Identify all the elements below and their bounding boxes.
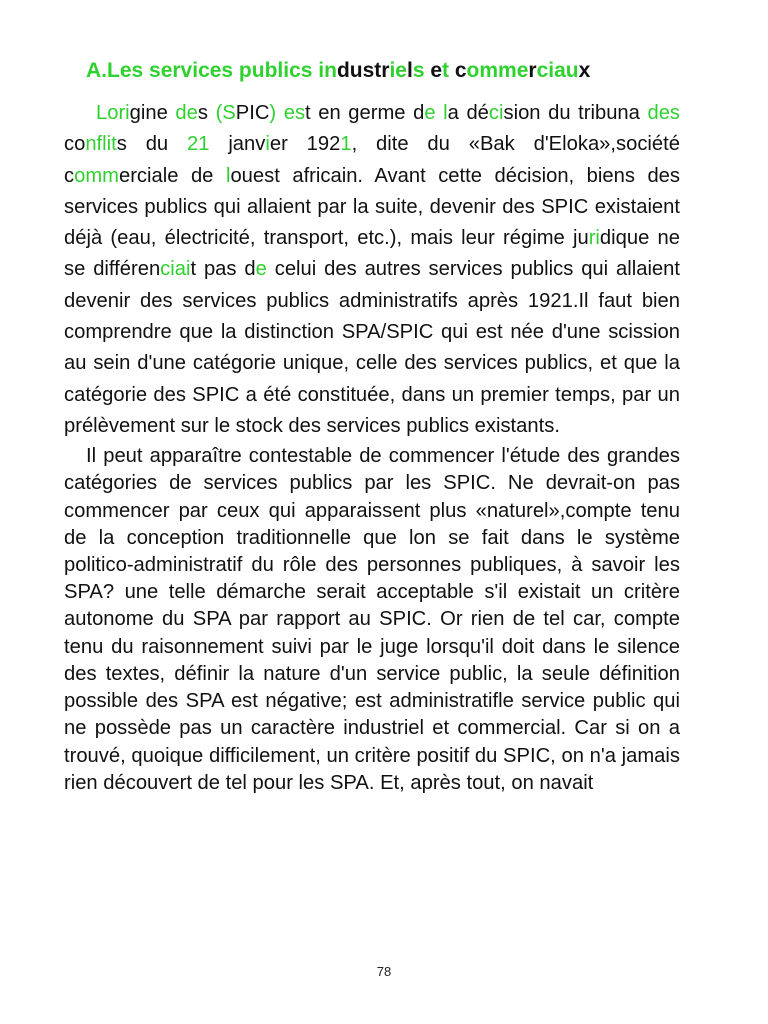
text-run: r <box>528 59 537 82</box>
highlighted-text: l <box>443 102 448 124</box>
paragraph-origin <box>64 98 680 442</box>
text-run: gine <box>129 102 176 124</box>
highlighted-text: 1 <box>340 133 352 156</box>
paragraph-critique <box>64 443 680 797</box>
text-run: er 192 <box>269 133 341 156</box>
text-run: s <box>197 102 216 124</box>
highlighted-text: A.Les services publics in <box>86 59 337 82</box>
highlighted-text: i <box>265 133 270 156</box>
text-run: Il peut apparaître contestable de commencer l'étude des grandes catégories de services publics par les SPIC. Ne devrait-on pas commencer par ceux qui apparaissent plus «naturel»,compte tenu de la conception traditionnelle que lon se fait dans le système politico-administratif du rôle des personnes publiques, à savoir les SPA? une telle démarche serait acceptable s'il existait un critère autonome du SPA par rapport au SPIC. Or rien de tel car, compte tenu du raisonnement suivi par le juge lorsqu'il doit dans le silence des textes, définir la nature d'un service public, la seule définition possible des SPA est négative; est administratifle service public qui ne possède pas un caractère industriel et commercial. Car si on a trouvé, quoique difficilement, un critère positif du SPIC, on n'a jamais rien découvert de tel pour les SPA. Et, après tout, on navait <box>64 445 680 794</box>
highlighted-text: t <box>442 59 455 82</box>
highlighted-text: s <box>412 59 431 82</box>
text-run: c <box>454 59 467 82</box>
text-run: co <box>64 133 86 156</box>
text-run: s du <box>116 133 187 156</box>
text-run: dique ne se différen <box>64 227 680 281</box>
text-run: erciale de <box>118 164 226 187</box>
text-run: t pas d <box>190 258 256 281</box>
highlighted-text: au <box>554 59 579 82</box>
highlighted-text: 21 <box>187 133 210 156</box>
highlighted-text: de <box>175 102 198 124</box>
page-number: 78 <box>376 964 392 979</box>
text-run: l <box>406 59 413 82</box>
text-run: , dite du «Bak d'Eloka»,société c <box>64 133 680 187</box>
highlighted-text: (S <box>215 102 236 124</box>
highlighted-text: omme <box>466 59 529 82</box>
highlighted-text: Lori <box>96 102 130 124</box>
text-run: janv <box>209 133 266 156</box>
highlighted-text: des <box>647 102 681 124</box>
highlighted-text: ri <box>588 227 600 250</box>
text-run: t en germe d <box>305 102 425 124</box>
text-run: x <box>578 59 591 82</box>
highlighted-text: omm <box>74 164 119 187</box>
text-run: celui des autres services publics qui allaient devenir des services publics administratifs après 1921.Il faut bien comprendre que la distinction SPA/SPIC qui est née d'une scission au sein d'une catégorie unique, celle des services publics, et que la catégorie des SPIC a été constituée, dans un premier temps, par un prélèvement sur le stock des services publics existants. <box>64 258 680 437</box>
text-run: ouest africain. Avant cette décision, biens des services publics qui allaient par la suite, devenir des SPIC existaient déjà (eau, électricité, transport, etc.), mais leur régime ju <box>64 164 681 250</box>
highlighted-text: e <box>424 102 436 124</box>
highlighted-text: e <box>255 258 267 281</box>
highlighted-text: ) es <box>269 102 306 124</box>
highlighted-text: ci <box>488 102 504 124</box>
text-run: e <box>430 59 443 82</box>
section-heading <box>86 56 680 86</box>
text-run: a dé <box>447 102 489 124</box>
highlighted-text: l <box>225 164 231 187</box>
text-run: sion du tribuna <box>503 102 648 124</box>
highlighted-text: nflit <box>85 133 117 156</box>
highlighted-text: ci <box>536 59 555 82</box>
highlighted-text: ciai <box>160 258 191 281</box>
text-run: PIC <box>235 102 270 124</box>
text-run: ustr <box>349 59 390 82</box>
text-run <box>436 102 444 124</box>
text-run: d <box>336 59 350 82</box>
highlighted-text: ie <box>389 59 407 82</box>
document-page <box>64 56 680 797</box>
